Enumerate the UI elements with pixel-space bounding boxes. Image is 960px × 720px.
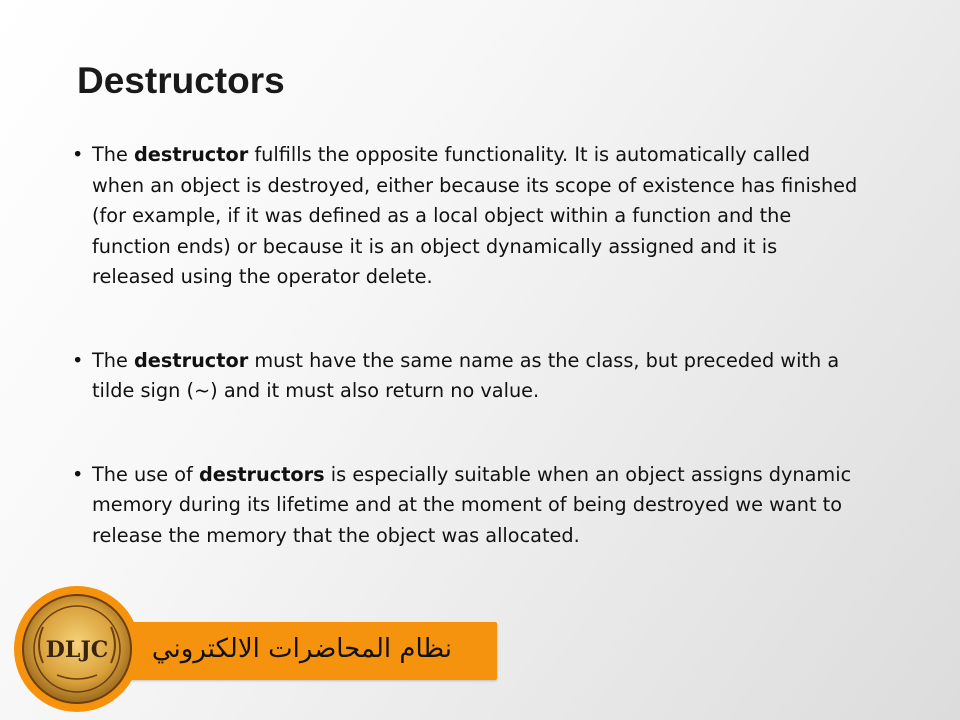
- bold-term: destructor: [134, 348, 249, 372]
- bullet-text: The destructor fulfills the opposite functionality. It is automatically called when an object is destroyed, either because its scope of existence has finished (for example, if it was defined as a local object within a function and the function ends) or because it is an object dynamically assigned and it is released using the operator delete.: [92, 143, 858, 288]
- bold-term: destructor: [134, 143, 249, 166]
- bullet-dot: •: [72, 143, 84, 166]
- bullet-text: The use of destructors is especially suitable when an object assigns dynamic memory during its lifetime and at the moment of being destroyed we want to release the memory that the object was allocated.: [92, 462, 852, 547]
- logo-lettering: DLJC: [45, 637, 109, 663]
- slide-title: Destructors: [77, 60, 285, 101]
- bullet-dot: •: [72, 348, 84, 372]
- bullet-item: [70, 346, 860, 407]
- bullet-dot: •: [72, 462, 84, 486]
- bullet-list: [70, 140, 860, 551]
- bullet-text: The destructor must have the same name as the class, but preceded with a tilde sign (~) and it must also return no value.: [92, 348, 840, 402]
- bullet-item: [70, 460, 860, 552]
- college-logo-icon: [13, 585, 141, 713]
- footer-banner: [115, 622, 497, 680]
- bullet-item: [70, 140, 860, 293]
- bold-term: destructors: [198, 462, 325, 486]
- banner-text: نظام المحاضرات الالكتروني: [151, 634, 452, 664]
